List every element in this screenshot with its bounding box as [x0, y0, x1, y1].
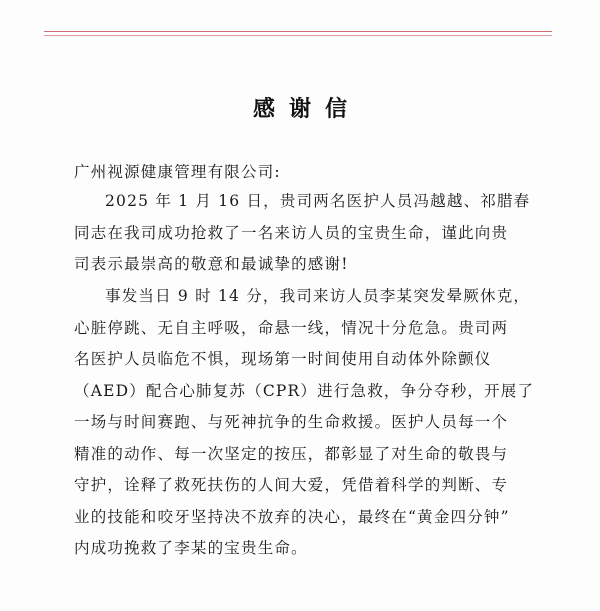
paragraph-line: 同志在我司成功抢救了一名来访人员的宝贵生命，谨此向贵	[74, 223, 509, 242]
paragraph-line: 名医护人员临危不惧，现场第一时间使用自动体外除颤仪	[74, 350, 492, 368]
paragraph-line: 2025 年 1 月 16 日，贵司两名医护人员冯越越、祁腊春	[105, 192, 531, 210]
paragraph-line: （AED）配合心肺复苏（CPR）进行急救，争分夺秒，开展了	[74, 381, 535, 400]
letter-salutation: 广州视源健康管理有限公司:	[74, 163, 281, 181]
paragraph-line: 内成功挽救了李某的宝贵生命。	[74, 539, 308, 557]
letter-title: 感谢信	[252, 96, 361, 122]
paragraph-1	[74, 186, 534, 281]
paragraph-line: 司表示最崇高的敬意和最诚挚的感谢!	[74, 255, 349, 273]
paragraph-line: 守护，诠释了救死扶伤的人间大爱，凭借着科学的判断、专	[74, 476, 509, 494]
paragraph-line: 业的技能和咬牙坚持决不放弃的决心，最终在“黄金四分钟”	[74, 507, 510, 526]
paragraph-line: 事发当日 9 时 14 分，我司来访人员李某突发晕厥休克，	[105, 287, 531, 305]
paragraph-line: 一场与时间赛跑、与死神抗争的生命救援。医护人员每一个	[74, 413, 509, 431]
letterhead-rule	[44, 31, 552, 36]
paragraph-line: 心脏停跳、无自主呼吸，命悬一线，情况十分危急。贵司两	[74, 318, 509, 337]
paragraph-2	[74, 281, 534, 565]
paragraph-line: 精准的动作、每一次坚定的按压，都彰显了对生命的敬畏与	[74, 444, 509, 463]
